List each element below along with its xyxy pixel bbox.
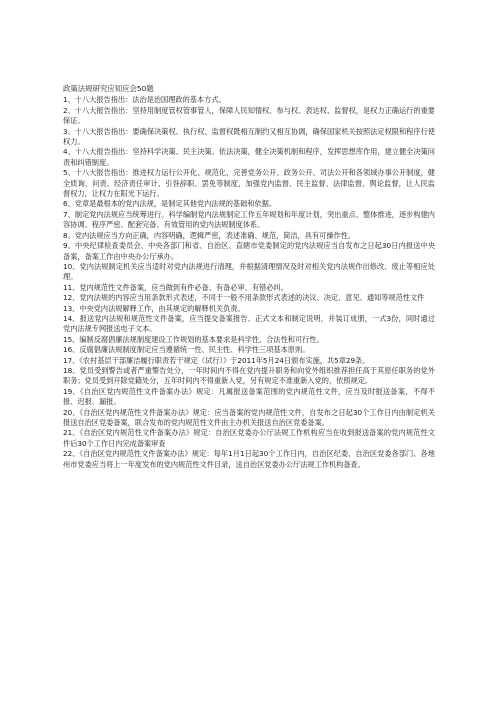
question-item: 14、报送党内法规和规范性文件备案，应当提交备案报告、正式文本和制定说明，并装订成册，一式3份，同时通过党内法规专网报送电子文本。	[63, 313, 435, 334]
question-item: 20、《自治区党内规范性文件备案办法》规定：应当备案的党内规范性文件，自发布之日起30个工作日内由制定机关报送自治区党委备案，联合发布的党内规范性文件由主办机关报送自治区党委备案。	[63, 407, 435, 427]
question-item: 1、十八大报告指出：法治是治国理政的基本方式。	[63, 95, 226, 105]
question-item: 19、《自治区党内规范性文件备案办法》规定：凡属报送备案范围的党内规范性文件，应当及时报送备案，不得不报、迟报、漏报。	[63, 386, 435, 407]
question-item: 12、党内法规的内容应当用条款形式表述，不同于一般不用条款形式表述的决议、决定、意见、通知等规范性文件	[63, 293, 425, 303]
question-item: 13、中央党内法规解释工作，由其规定的解释机关负责。	[63, 303, 245, 313]
question-item: 8、党内法规应当方向正确，内容明确，逻辑严密，表述准确、规范，简洁，具有可操作性。	[63, 230, 356, 240]
question-item: 9、中央纪律检查委员会、中央各部门和省、自治区、直辖市党委制定的党内法规应当自发布之日起30日内报送中央备案，备案工作由中央办公厅承办。	[63, 241, 435, 261]
question-item: 4、十八大报告指出：坚持科学决策、民主决策、依法决策，健全决策机制和程序，发挥思想库作用，建立健全决策问责和纠错制度。	[63, 147, 435, 167]
question-item: 17、《农村基层干部廉洁履行职责若干规定（试行）》于2011年5月24日颁布实施，共5章29条。	[63, 355, 370, 365]
question-item: 16、反腐倡廉法规制度制定应当遵循统一性、民主性、科学性三项基本原则。	[63, 345, 310, 355]
question-item: 6、党章是最根本的党内法规，是制定其他党内法规的基础和依据。	[63, 199, 277, 209]
question-item: 10、党内法规制定机关应当适时对党内法规进行清理，并根据清理情况及时对相关党内法规作出修改、废止等相应处理。	[63, 261, 435, 282]
document-body	[63, 84, 435, 470]
question-item: 15、编制反腐倡廉法规制度建设工作规划的基本要求是科学性、合法性和可行性。	[63, 334, 324, 344]
document-title: 政策法规研究应知应会50题	[63, 84, 154, 93]
question-item: 5、十八大报告指出：推进权力运行公开化、规范化，完善党务公开、政务公开、司法公开和各领域办事公开制度，健全质询、问责、经济责任审计、引咎辞职、罢免等制度，加强党内监督、民主监督、法律监督、舆论监督，让人民监督权力，让权力在阳光下运行。	[63, 168, 435, 199]
question-item: 3、十八大报告指出：要确保决策权、执行权、监督权既相互制约又相互协调，确保国家机关按照法定权限和程序行使权力。	[63, 126, 435, 147]
question-item: 11、党内规范性文件备案，应当做到有件必备、有备必审、有错必纠。	[63, 282, 288, 292]
question-item: 18、党员受到警告或者严重警告处分，一年时间内不得在党内提升职务和向党外组织推荐担任高于其原任职务的党外职务；党员受到开除党籍处分，五年时间内不得重新入党，另有规定不准重新入党的，依照规定。	[63, 365, 435, 386]
question-item: 2、十八大报告指出：坚持用制度管权管事管人，保障人民知情权、参与权、表达权、监督权，是权力正确运行的重要保证。	[63, 105, 435, 126]
question-item: 21、《自治区党内规范性文件备案办法》规定：自治区党委办公厅法规工作机构应当在收到报送备案的党内规范性文件后30个工作日内完成备案审查	[63, 428, 435, 448]
question-item: 22、《自治区党内规范性文件备案办法》规定：每年1月1日起30个工作日内，自治区纪委、自治区党委各部门、各地州市党委应当将上一年度发布的党内规范性文件目录，送自治区党委办公厅法规工作机构备查。	[63, 449, 435, 469]
question-item: 7、制定党内法规应当统筹进行。科学编制党内法规制定工作五年规划和年度计划，突出重点、整体推进，逐步构建内容协调、程序严密、配套完备、有效管用的党内法规制度体系。	[63, 209, 435, 230]
